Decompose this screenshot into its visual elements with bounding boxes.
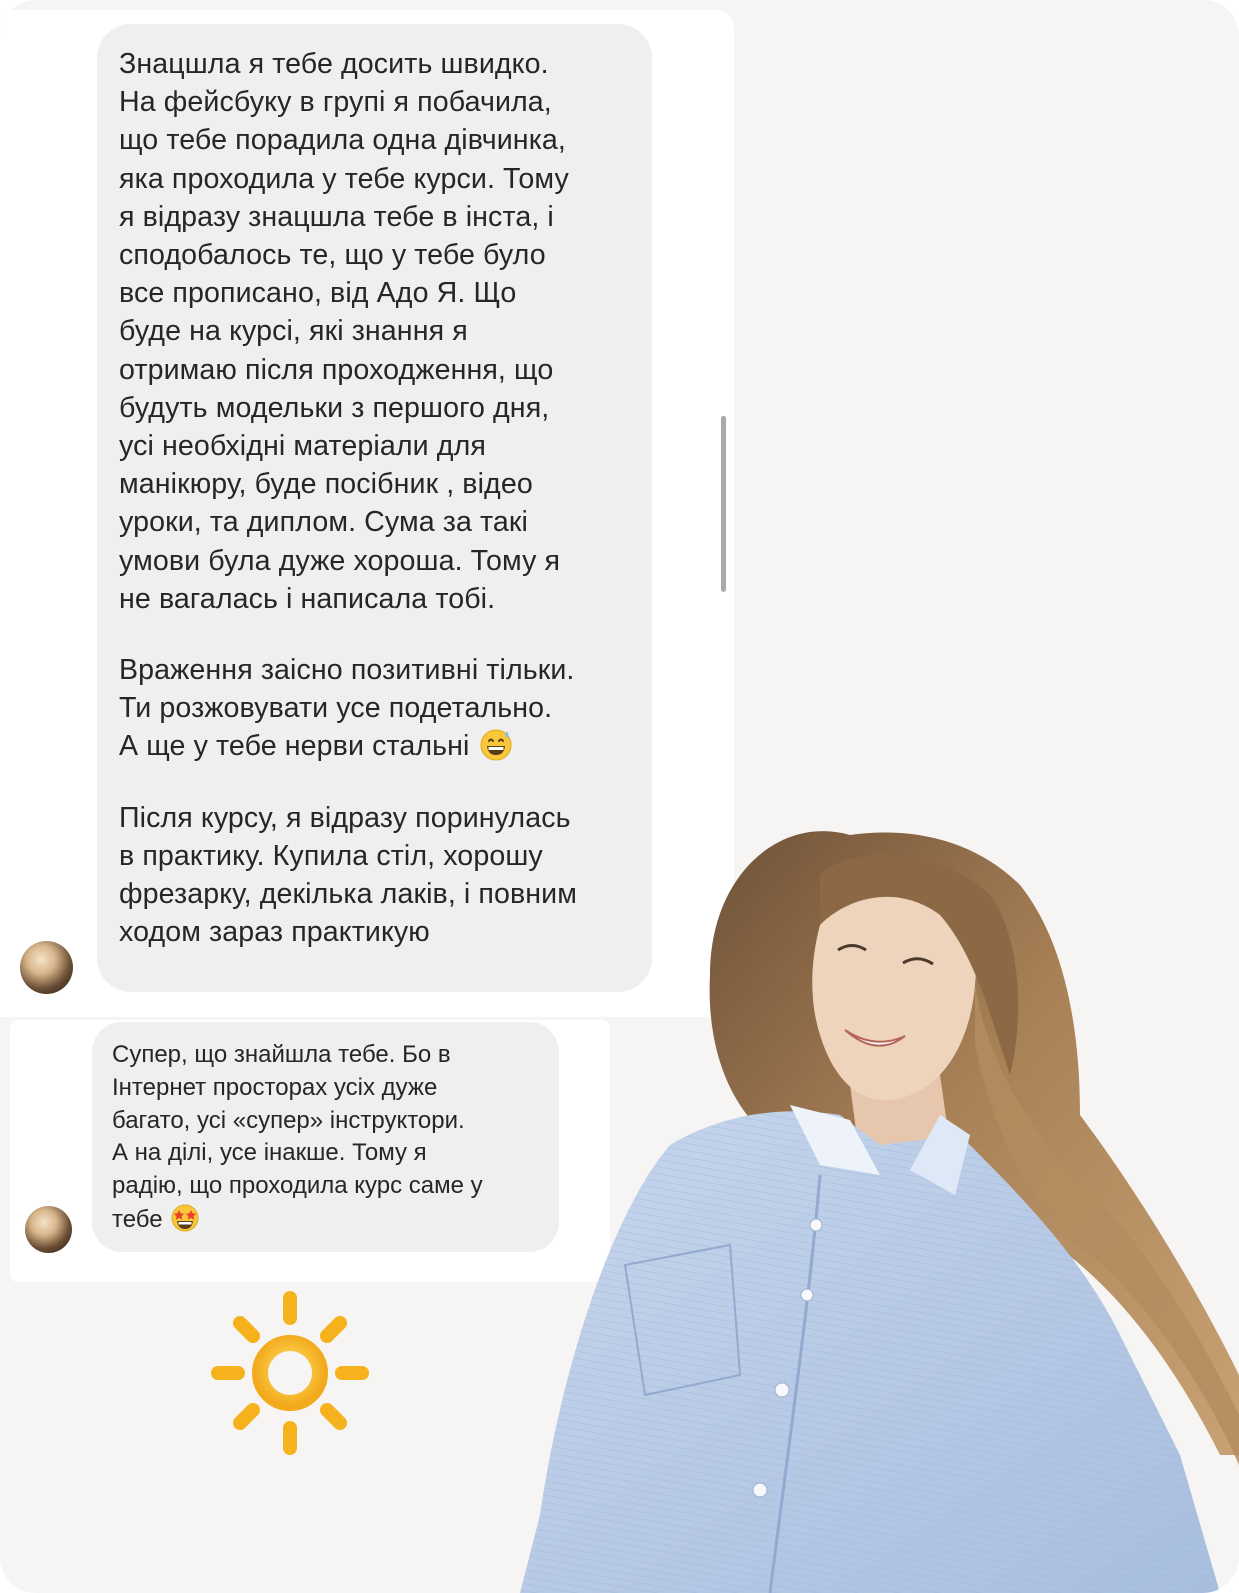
message-2-text: Супер, що знайшла тебе. Бо в Інтернет просторах усіх дуже багато, усі «супер» інструктори. А на ділі, усе інакше. Тому я радію, що проходила курс саме у тебе bbox=[112, 1041, 483, 1233]
message-paragraph-2-text: Враження заісно позитивні тільки. Ти розжовувати усе подетально. А ще у тебе нерви стальні bbox=[119, 654, 575, 763]
scrollbar[interactable] bbox=[721, 416, 726, 592]
sun-icon bbox=[210, 1290, 370, 1456]
message-paragraph-2 bbox=[119, 651, 632, 766]
sender-avatar[interactable] bbox=[20, 941, 73, 994]
message-paragraph-3: Після курсу, я відразу поринулась в практику. Купила стіл, хорошу фрезарку, декілька лаків, і повним ходом зараз практикую bbox=[119, 801, 578, 949]
woman-photo bbox=[520, 815, 1239, 1593]
star-struck-icon bbox=[169, 1203, 201, 1233]
message-2-body bbox=[112, 1039, 545, 1237]
sender-avatar-2[interactable] bbox=[25, 1206, 72, 1253]
message-paragraph-1: Знацшла я тебе досить швидко. На фейсбуку в групі я побачила, що тебе порадила одна дівчинка, яка проходила у тебе курси. Тому я відразу знацшла тебе в інста, і сподобалось те, що у тебе було все прописано, від Адо Я. Що буде на курсі, які знання я отримаю після проходження, що будуть модельки з першого дня, усі необхідні матеріали для манікюру, буде посібник , відео уроки, та диплом. Сума за такі умови була дуже хороша. Тому я не вагалась і написала тобі. bbox=[119, 48, 569, 615]
grinning-face-with-sweat-icon bbox=[478, 727, 514, 761]
message-bubble-2[interactable] bbox=[92, 1022, 559, 1252]
